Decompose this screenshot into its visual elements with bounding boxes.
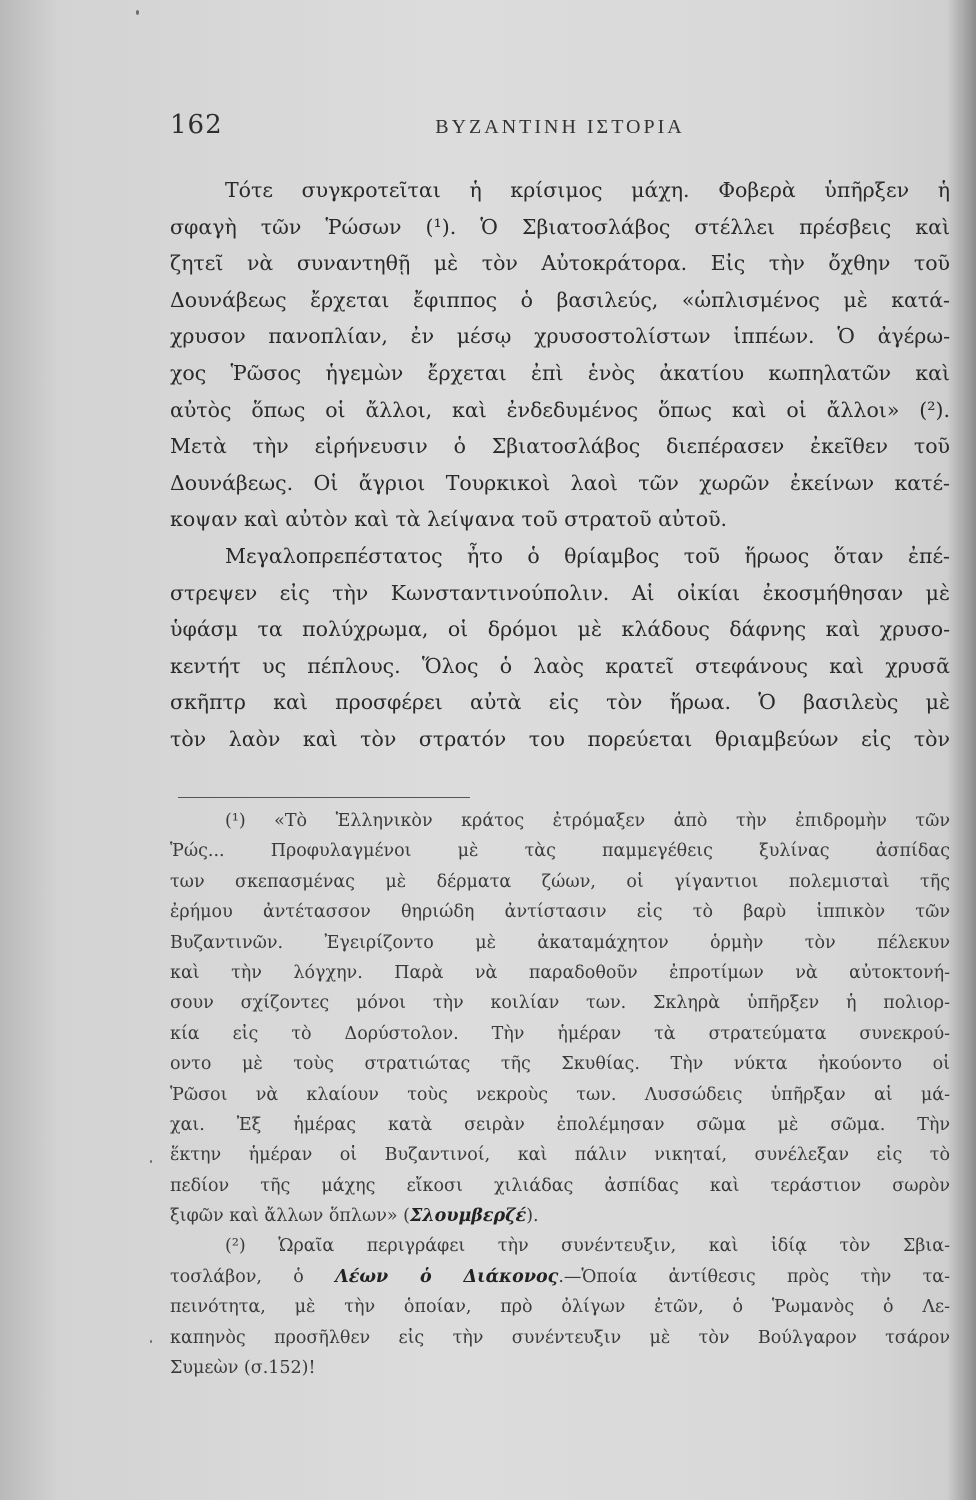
scan-speck bbox=[150, 1160, 152, 1163]
text-line: Δουνάβεως. Οἱ ἄγριοι Τουρκικοὶ λαοὶ τῶν χωρῶν ἐκείνων κατέ- bbox=[170, 470, 950, 495]
text-line: Μετὰ τὴν εἰρήνευσιν ὁ Σβιατοσλάβος διεπέρασεν ἐκεῖθεν τοῦ bbox=[170, 434, 950, 459]
text-line: τὸν λαὸν καὶ τὸν στρατόν του πορεύεται θριαμβεύων εἰς τὸν bbox=[170, 726, 950, 751]
footnote-line: (¹) «Τὸ Ἑλληνικὸν κράτος ἐτρόμαξεν ἀπὸ τὴν ἐπιδρομὴν τῶν bbox=[225, 811, 950, 831]
footnote-line: πεινότητα, μὲ τὴν ὁποίαν, πρὸ ὀλίγων ἐτῶν, ὁ Ῥωμανὸς ὁ Λε- bbox=[170, 1297, 950, 1318]
text-line: χος Ῥῶσος ἡγεμὼν ἔρχεται ἐπὶ ἑνὸς ἀκατίου κωπηλατῶν καὶ bbox=[170, 360, 950, 385]
footnote-line: σουν σχίζοντες μόνοι τὴν κοιλίαν των. Σκληρὰ ὑπῆρξεν ἡ πολιορ- bbox=[170, 993, 950, 1014]
footnote-line: Ῥῶσοι νὰ κλαίουν τοὺς νεκροὺς των. Λυσσώδεις ὑπῆρξαν αἱ μά- bbox=[170, 1084, 950, 1105]
text-line: σφαγὴ τῶν Ῥώσων (¹). Ὁ Σβιατοσλάβος στέλλει πρέσβεις καὶ bbox=[170, 214, 950, 239]
footnote-line: ξιφῶν καὶ ἄλλων ὅπλων» (Σλουμβερζέ). bbox=[170, 1206, 539, 1227]
footnote-line: κία εἰς τὸ Δορύστολον. Τὴν ἡμέραν τὰ στρατεύματα συνεκρού- bbox=[170, 1023, 950, 1044]
footnote-line: (²) Ὡραῖα περιγράφει τὴν συνέντευξιν, καὶ ἰδίᾳ τὸν Σβια- bbox=[225, 1236, 950, 1257]
footnote-line: ἕκτην ἡμέραν οἱ Βυζαντινοί, καὶ πάλιν νικηταί, συνέλεξαν εἰς τὸ bbox=[170, 1145, 950, 1166]
page-number: 162 bbox=[170, 110, 223, 140]
text-line: Μεγαλοπρεπέστατος ἦτο ὁ θρίαμβος τοῦ ἥρωος ὅταν ἐπέ- bbox=[225, 543, 950, 568]
page-header bbox=[170, 110, 950, 150]
text-line: αὐτὸς ὅπως οἱ ἄλλοι, καὶ ἐνδεδυμένος ὅπως καὶ οἱ ἄλλοι» (²). bbox=[170, 397, 950, 422]
text-line: κοψαν καὶ αὐτὸν καὶ τὰ λείψανα τοῦ στρατοῦ αὐτοῦ. bbox=[170, 507, 728, 532]
footnote-line: ἐρήμου ἀντέτασσον θηριώδη ἀντίστασιν εἰς τὸ βαρὺ ἱππικὸν τῶν bbox=[170, 902, 950, 923]
footnotes-block bbox=[170, 806, 950, 1383]
text-line: κεντήτ υς πέπλους. Ὅλος ὁ λαὸς κρατεῖ στεφάνους καὶ χρυσᾶ bbox=[170, 653, 950, 678]
footnote-line: πεδίον τῆς μάχης εἴκοσι χιλιάδας ἀσπίδας καὶ τεράστιον σωρὸν bbox=[170, 1175, 950, 1196]
running-title: ΒΥΖΑΝΤΙΝΗ ΙΣΤΟΡΙΑ bbox=[435, 116, 685, 138]
text-line: στρεψεν εἰς τὴν Κωνσταντινούπολιν. Αἱ οἰκίαι ἐκοσμήθησαν μὲ bbox=[170, 580, 950, 605]
main-text-block bbox=[170, 172, 950, 758]
footnote-separator bbox=[178, 797, 470, 798]
emphasized-name: Λέων ὁ Διάκονος bbox=[335, 1266, 559, 1287]
text-line: χρυσον πανοπλίαν, ἐν μέσῳ χρυσοστολίστων ἱππέων. Ὁ ἀγέρω- bbox=[170, 324, 950, 349]
footnote-line: καὶ τὴν λόγχην. Παρὰ νὰ παραδοθοῦν ἐπροτίμων νὰ αὐτοκτονή- bbox=[170, 962, 950, 983]
text-line: ὑφάσμ τα πολύχρωμα, οἱ δρόμοι μὲ κλάδους δάφνης καὶ χρυσο- bbox=[170, 617, 950, 642]
footnote-line: τοσλάβον, ὁ Λέων ὁ Διάκονος.—Ὁποία ἀντίθεσις πρὸς τὴν τα- bbox=[170, 1266, 950, 1287]
scan-speck bbox=[150, 1340, 152, 1343]
footnote-line: των σκεπασμένας μὲ δέρματα ζώων, οἱ γίγαντιοι πολεμισταὶ τῆς bbox=[170, 871, 950, 892]
footnote-line: Βυζαντινῶν. Ἐγειρίζοντο μὲ ἀκαταμάχητον ὁρμὴν τὸν πέλεκυν bbox=[170, 932, 950, 953]
footnote-line: Ῥώς... Προφυλαγμένοι μὲ τὰς παμμεγέθεις ξυλίνας ἀσπίδας bbox=[170, 841, 950, 862]
footnote-line: καπηνὸς προσῆλθεν εἰς τὴν συνέντευξιν μὲ τὸν Βούλγαρον τσάρον bbox=[170, 1327, 950, 1348]
text-line: Τότε συγκροτεῖται ἡ κρίσιμος μάχη. Φοβερὰ ὑπῆρξεν ἡ bbox=[225, 178, 950, 202]
footnote-line: χαι. Ἐξ ἡμέρας κατὰ σειρὰν ἐπολέμησαν σῶμα μὲ σῶμα. Τὴν bbox=[170, 1114, 950, 1135]
text-line: ζητεῖ νὰ συναντηθῇ μὲ τὸν Αὐτοκράτορα. Εἰς τὴν ὄχθην τοῦ bbox=[170, 251, 950, 276]
text-line: σκῆπτρ καὶ προσφέρει αὐτὰ εἰς τὸν ἥρωα. Ὁ βασιλεὺς μὲ bbox=[170, 690, 950, 715]
scan-speck bbox=[136, 10, 139, 15]
text-line: Δουνάβεως ἔρχεται ἔφιππος ὁ βασιλεύς, «ὡπλισμένος μὲ κατά- bbox=[170, 287, 950, 312]
footnote-line: οντο μὲ τοὺς στρατιώτας τῆς Σκυθίας. Τὴν νύκτα ἠκούοντο οἱ bbox=[170, 1054, 950, 1075]
emphasized-name: Σλουμβερζέ bbox=[410, 1206, 527, 1227]
footnote-line: Συμεὼν (σ.152)! bbox=[170, 1358, 316, 1379]
